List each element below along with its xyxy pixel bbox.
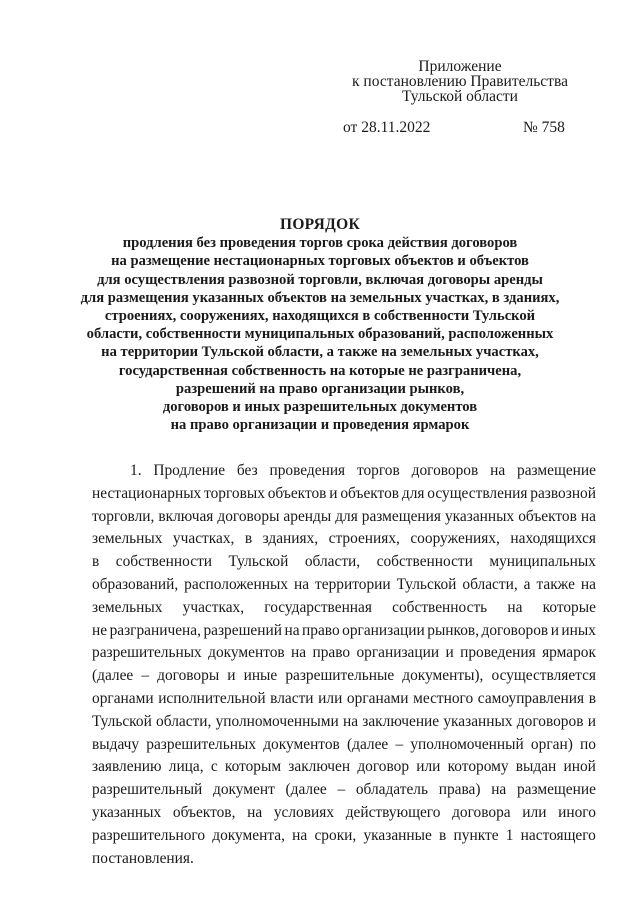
word: разрешительных xyxy=(92,644,202,662)
word: объектов, xyxy=(172,803,236,821)
word: в xyxy=(588,689,596,707)
word: области, xyxy=(156,712,212,730)
word: органами xyxy=(92,689,154,707)
word: сооружениях, xyxy=(410,530,500,548)
word: области, xyxy=(462,575,518,593)
word: которые xyxy=(542,598,596,616)
word: муниципальных xyxy=(489,553,596,571)
word: выдан xyxy=(515,758,557,776)
paragraph-line xyxy=(92,848,596,871)
word: и xyxy=(587,712,596,730)
word: в xyxy=(439,826,447,844)
word: настоящего xyxy=(520,826,596,844)
paragraph-line xyxy=(92,620,596,643)
word: договоры xyxy=(157,667,220,685)
word: местного xyxy=(413,689,474,707)
word: Продление xyxy=(153,462,226,479)
word: разграничена, xyxy=(109,621,201,639)
word: действующего xyxy=(345,803,441,821)
word: разрешений xyxy=(203,621,282,639)
word: а xyxy=(523,575,531,593)
word: сроки, xyxy=(314,826,357,844)
word: и xyxy=(329,484,338,502)
word: указанных xyxy=(92,803,162,821)
word: договор xyxy=(357,758,410,776)
word: права) xyxy=(438,781,481,799)
word: лица, xyxy=(168,758,204,776)
word: также xyxy=(536,575,575,593)
word: находящихся xyxy=(510,530,596,548)
word: выдачу xyxy=(92,735,140,753)
word: на xyxy=(294,575,310,593)
word: участках, xyxy=(182,598,245,616)
word: документов xyxy=(263,735,340,753)
word: в xyxy=(244,530,253,548)
word: – xyxy=(141,667,150,685)
word: на xyxy=(247,803,263,821)
document-heading xyxy=(60,216,580,434)
word: размещение xyxy=(517,462,596,479)
heading-line: на право организации и проведения ярмарок xyxy=(170,417,470,434)
word: торговли, xyxy=(92,507,155,525)
paragraph-line xyxy=(92,756,596,779)
word: земельных xyxy=(92,598,163,616)
word: собственность xyxy=(392,598,488,616)
word: или xyxy=(522,803,547,821)
paragraph-line xyxy=(92,506,596,529)
paragraph-1 xyxy=(92,460,596,870)
heading-line: для размещения указанных объектов на земельных участках, в зданиях, xyxy=(80,289,560,306)
word: собственности xyxy=(376,553,473,571)
word: торгов xyxy=(356,462,400,479)
word: пункте xyxy=(453,826,499,844)
heading-line: государственная собственность на которые не разграничена, xyxy=(118,362,522,379)
word: договоров xyxy=(481,621,549,639)
word: документы), xyxy=(402,667,484,685)
word: заключение xyxy=(362,712,440,730)
word: собственности xyxy=(115,553,213,571)
word: нестационарных xyxy=(92,484,202,502)
paragraph-line xyxy=(92,688,596,711)
word: условиях xyxy=(273,803,335,821)
word: объектов xyxy=(518,507,577,525)
word: разрешительного xyxy=(92,826,206,844)
paragraph-line xyxy=(92,825,596,848)
word: иного xyxy=(558,803,596,821)
word: обладатель xyxy=(355,781,429,799)
word: – xyxy=(395,735,404,753)
paragraph-line xyxy=(92,460,596,483)
word: постановления. xyxy=(92,849,194,867)
word: на xyxy=(292,826,308,844)
paragraph-line xyxy=(92,483,596,506)
word: в xyxy=(92,553,100,571)
word: указанные xyxy=(363,826,432,844)
paragraph-line xyxy=(92,734,596,757)
word: – xyxy=(337,781,346,799)
word: договоров xyxy=(411,462,479,479)
resolution-number: № 758 xyxy=(523,119,565,136)
word: для xyxy=(335,507,358,525)
word: на xyxy=(490,462,506,479)
word: образований, xyxy=(92,575,179,593)
word: ярмарок xyxy=(542,644,596,662)
word: государственная xyxy=(264,598,372,616)
appendix-line-2: к постановлению Правительства xyxy=(352,73,568,90)
word: указанных xyxy=(444,507,515,525)
paragraph-line xyxy=(92,642,596,665)
word: указанных xyxy=(443,712,513,730)
word: земельных xyxy=(92,530,163,548)
word: проведения xyxy=(460,644,536,662)
word: размещения xyxy=(361,507,441,525)
paragraph-line xyxy=(92,597,596,620)
word: рынков, xyxy=(427,621,480,639)
heading-line: для осуществления развозной торговли, включая договоры аренды xyxy=(97,271,543,288)
word: и xyxy=(445,644,454,662)
word: право xyxy=(312,644,351,662)
paragraph-line xyxy=(92,551,596,574)
word: договоров xyxy=(516,712,584,730)
word: документ xyxy=(212,781,275,799)
word: заключен xyxy=(288,758,351,776)
word: договора xyxy=(452,803,511,821)
word: участках, xyxy=(172,530,235,548)
word: без xyxy=(236,462,258,479)
word: территории xyxy=(315,575,391,593)
word: которому xyxy=(447,758,509,776)
appendix-line-3: Тульской области xyxy=(402,88,518,105)
word: на xyxy=(491,781,507,799)
word: на xyxy=(284,621,300,639)
word: уполномоченными xyxy=(215,712,339,730)
word: (далее xyxy=(346,735,389,753)
word: включая xyxy=(158,507,214,525)
word: иные xyxy=(243,667,278,685)
word: на xyxy=(580,507,596,525)
word: документа, xyxy=(212,826,285,844)
heading-line: договоров и иных разрешительных документов xyxy=(162,399,478,416)
paragraph-line xyxy=(92,779,596,802)
heading-line: области, собственности муниципальных образований, расположенных xyxy=(86,326,554,343)
paragraph-line xyxy=(92,574,596,597)
word: по xyxy=(580,735,596,753)
paragraph-line xyxy=(92,528,596,551)
word: договоры xyxy=(217,507,280,525)
word: иной xyxy=(563,758,596,776)
heading-line: на размещение нестационарных торговых объектов и объектов xyxy=(111,253,529,270)
word: с xyxy=(210,758,218,776)
appendix-block xyxy=(330,59,590,104)
heading-line: продления без проведения торгов срока действия договоров xyxy=(122,235,518,252)
word: право xyxy=(302,621,340,639)
word: на xyxy=(291,644,307,662)
word: осуществления xyxy=(427,484,528,502)
word: 1. xyxy=(130,462,142,479)
word: (далее xyxy=(285,781,327,799)
word: Тульской xyxy=(228,553,289,571)
word: размещение xyxy=(516,781,596,799)
heading-line: на территории Тульской области, а также на земельных участках, xyxy=(101,344,539,361)
word: разрешительные xyxy=(285,667,395,685)
word: расположенных xyxy=(184,575,289,593)
document-title: ПОРЯДОК xyxy=(279,216,361,233)
word: зданиях, xyxy=(262,530,319,548)
word: органами xyxy=(346,689,409,707)
paragraph-line xyxy=(92,711,596,734)
word: торговых xyxy=(204,484,265,502)
word: и xyxy=(550,621,559,639)
word: или xyxy=(416,758,441,776)
word: 1 xyxy=(505,826,514,844)
word: на xyxy=(342,712,359,730)
word: организации xyxy=(342,621,425,639)
word: осуществляется xyxy=(491,667,596,685)
word: для xyxy=(401,484,425,502)
word: и xyxy=(227,667,236,685)
word: уполномоченный xyxy=(410,735,524,753)
word: строениях, xyxy=(328,530,400,548)
resolution-date: от 28.11.2022 xyxy=(343,119,431,136)
paragraph-line xyxy=(92,802,596,825)
appendix-line-1: Приложение xyxy=(418,58,502,75)
word: документов xyxy=(208,644,285,662)
word: (далее xyxy=(92,667,134,685)
word: организации xyxy=(356,644,440,662)
word: на xyxy=(580,575,596,593)
word: разрешительных xyxy=(146,735,257,753)
word: объектов xyxy=(267,484,327,502)
word: не xyxy=(92,621,108,639)
word: которым xyxy=(224,758,282,776)
word: объектов xyxy=(340,484,400,502)
word: разрешительный xyxy=(92,781,203,799)
word: Тульской xyxy=(92,712,152,730)
heading-line: разрешений на право организации рынков, xyxy=(175,380,465,397)
word: на xyxy=(507,598,523,616)
word: исполнительной xyxy=(158,689,266,707)
word: области, xyxy=(304,553,361,571)
word: аренды xyxy=(283,507,332,525)
word: иных xyxy=(561,621,596,639)
word: власти xyxy=(270,689,314,707)
word: самоуправления xyxy=(477,689,585,707)
word: заявлению xyxy=(92,758,162,776)
word: проведения xyxy=(269,462,346,479)
paragraph-line xyxy=(92,665,596,688)
word: или xyxy=(318,689,343,707)
heading-line: строениях, сооружениях, находящихся в собственности Тульской xyxy=(104,308,536,325)
word: Тульской xyxy=(396,575,457,593)
word: орган) xyxy=(530,735,573,753)
word: развозной xyxy=(530,484,596,502)
